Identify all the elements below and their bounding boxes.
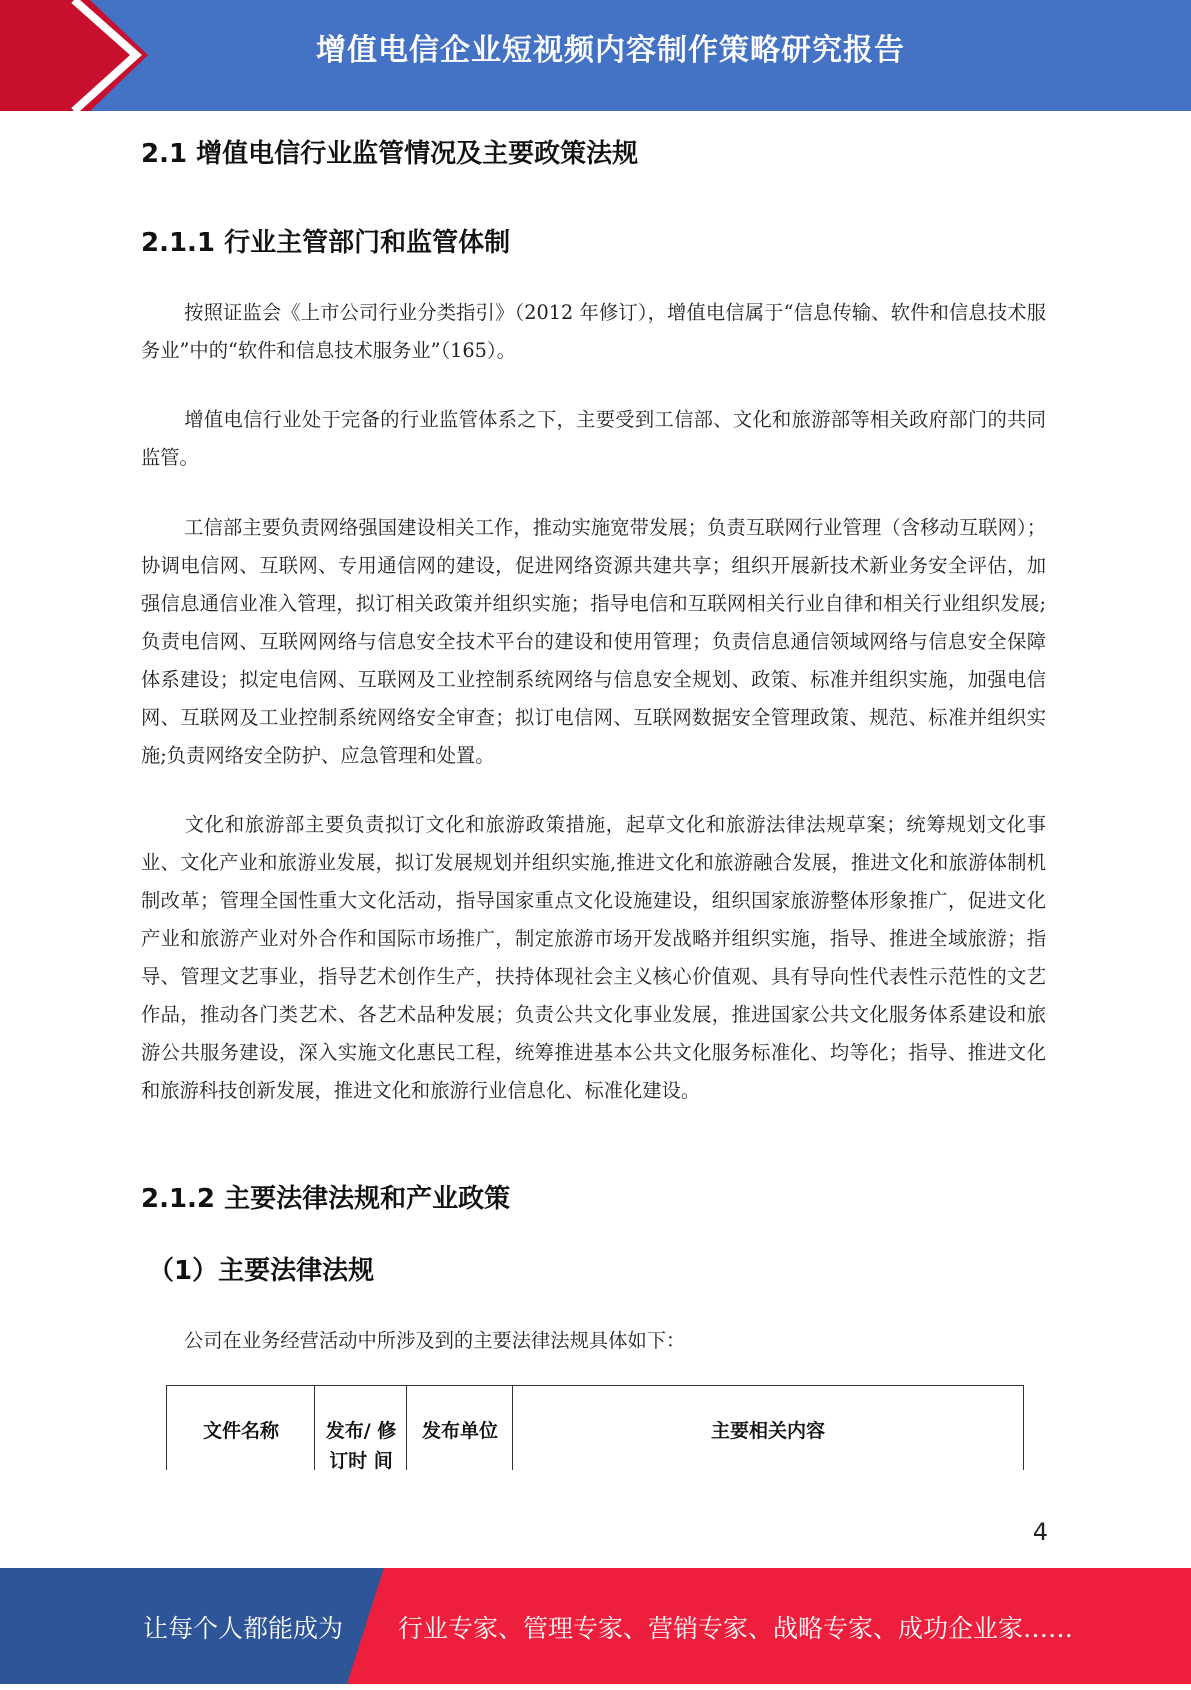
laws-table [166,1385,1024,1470]
table-header-cell: 发布/ 修订时 间 [314,1386,407,1470]
footer-slogan-left: 让每个人都能成为 [143,1614,344,1643]
footer-slogan-right: 行业专家、管理专家、营销专家、战略专家、成功企业家…… [398,1614,1074,1643]
paragraph-miit-duties: 工信部主要负责网络强国建设相关工作，推动实施宽带发展；负责互联网行业管理（含移动互联网）；协调电信网、互联网、专用通信网的建设，促进网络资源共建共享；组织开展新技术新业务安全评估，加强信息通信业准入管理，拟订相关政策并组织实施；指导电信和互联网相关行业自律和相关行业组织发展;负责电信网、互联网网络与信息安全技术平台的建设和使用管理；负责信息通信领域网络与信息安全保障体系建设；拟定电信网、互联网及工业控制系统网络与信息安全规划、政策、标准并组织实施，加强电信网、互联网及工业控制系统网络安全审查；拟订电信网、互联网数据安全管理政策、规范、标准并组织实施;负责网络安全防护、应急管理和处置。 [141,516,1046,767]
table-header-cell: 主要相关内容 [512,1386,1024,1470]
page-header [0,0,1191,111]
page-number: 4 [1032,1518,1048,1546]
paragraph-industry-classification: 按照证监会《上市公司行业分类指引》（2012 年修订），增值电信属于“信息传输、软件和信息技术服务业”中的“软件和信息技术服务业”（165）。 [141,301,1046,362]
report-title: 增值电信企业短视频内容制作策略研究报告 [316,33,905,68]
paragraph-culture-tourism-duties: 文化和旅游部主要负责拟订文化和旅游政策措施，起草文化和旅游法律法规草案；统筹规划文化事业、文化产业和旅游业发展，拟订发展规划并组织实施,推进文化和旅游融合发展，推进文化和旅游体制机制改革；管理全国性重大文化活动，指导国家重点文化设施建设，组织国家旅游整体形象推广，促进文化产业和旅游产业对外合作和国际市场推广，制定旅游市场开发战略并组织实施，指导、推进全域旅游；指导、管理文艺事业，指导艺术创作生产，扶持体现社会主义核心价值观、具有导向性代表性示范性的文艺作品，推动各门类艺术、各艺术品种发展；负责公共文化事业发展，推进国家公共文化服务体系建设和旅游公共服务建设，深入实施文化惠民工程，统筹推进基本公共文化服务标准化、均等化；指导、推进文化和旅游科技创新发展，推进文化和旅游行业信息化、标准化建设。 [141,813,1046,1102]
subsection-heading-laws: （1）主要法律法规 [148,1256,375,1286]
page-footer [0,1568,1191,1684]
paragraph-laws-intro: 公司在业务经营活动中所涉及到的主要法律法规具体如下： [184,1329,686,1352]
table-header-cell: 文件名称 [166,1386,315,1470]
section-heading-2-1-2: 2.1.2 主要法律法规和产业政策 [141,1184,511,1214]
table-header-cell: 发布单位 [406,1386,513,1470]
section-heading-2-1: 2.1 增值电信行业监管情况及主要政策法规 [141,139,639,169]
section-heading-2-1-1: 2.1.1 行业主管部门和监管体制 [141,228,511,258]
paragraph-regulatory-system: 增值电信行业处于完备的行业监管体系之下，主要受到工信部、文化和旅游部等相关政府部门的共同监管。 [141,408,1046,469]
